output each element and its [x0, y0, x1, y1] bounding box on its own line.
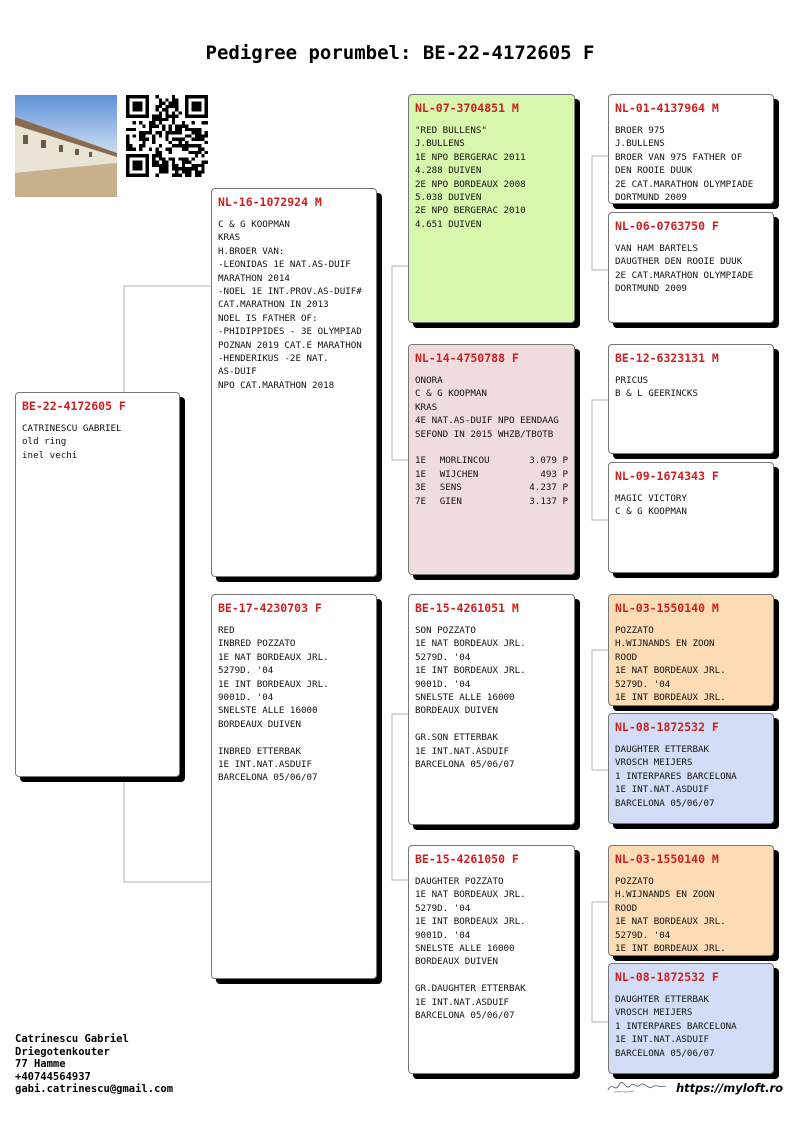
text-line: AS-DUIF — [218, 366, 257, 378]
ring-number: NL-06-0763750 F — [615, 219, 719, 233]
text-line: 9001D. '04 — [415, 678, 471, 690]
text-line: DAUGHTER POZZATO — [415, 876, 504, 887]
text-line: H.WIJNANDS EN ZOON — [615, 889, 715, 901]
text-line — [415, 718, 568, 731]
text-line: inel vechi — [22, 449, 78, 461]
text-line: CATRINESCU GABRIEL — [22, 423, 122, 434]
text-line: DAUGHTER ETTERBAK — [615, 994, 710, 1005]
text-line — [415, 441, 568, 454]
text-line: DAUGTHER DEN ROOIE DUUK — [615, 256, 743, 268]
text-line: 5279D. '04 — [415, 651, 471, 663]
text-line: KRAS — [415, 401, 438, 413]
ring-number: BE-15-4261051 M — [415, 601, 519, 615]
text-line: BARCELONA 05/06/07 — [615, 1047, 715, 1059]
text-line: VAN HAM BARTELS — [615, 243, 698, 254]
text-line: DORTMUND 2009 — [615, 192, 687, 204]
pedigree-card-sds[interactable] — [608, 344, 774, 454]
text-line: 1E INT.NAT.ASDUIF — [415, 996, 510, 1008]
ring-number: NL-03-1550140 M — [615, 601, 719, 615]
text-line: PRICUS — [615, 375, 649, 386]
text-line: MAGIC VICTORY — [615, 493, 687, 504]
card-details — [415, 624, 568, 771]
text-line: 1E INT.NAT.ASDUIF — [415, 745, 510, 757]
text-line: -PHIDIPPIDES - 3E OLYMPIAD — [218, 326, 362, 338]
card-details — [615, 242, 767, 296]
text-line: POZZATO — [615, 625, 654, 636]
text-line: SNELSTE ALLE 16000 — [218, 705, 318, 717]
text-line: CAT.MARATHON IN 2013 — [218, 299, 329, 311]
text-line: B & L GEERINCKS — [615, 388, 698, 400]
text-line: "RED BULLENS" — [415, 125, 487, 136]
text-line: 1 INTERPARES BARCELONA — [615, 770, 737, 782]
text-line: 1E NAT BORDEAUX JRL. — [218, 651, 329, 663]
text-line: C & G KOOPMAN — [218, 219, 290, 230]
card-details — [22, 422, 173, 462]
text-line: POZNAN 2019 CAT.E MARATHON — [218, 339, 362, 351]
race-result-row — [415, 481, 568, 494]
text-line: ROOD — [615, 651, 638, 663]
text-line: 1E INT BORDEAUX JRL. — [615, 943, 726, 955]
page-title: Pedigree porumbel: BE-22-4172605 F — [205, 42, 595, 64]
text-line: BARCELONA 05/06/07 — [415, 759, 515, 771]
text-line: -LEONIDAS 1E NAT.AS-DUIF — [218, 259, 351, 271]
text-line — [218, 731, 370, 744]
ring-number: BE-17-4230703 F — [218, 601, 322, 615]
text-line: MARATHON 2014 — [218, 272, 290, 284]
text-line: 1E INT.NAT.ASDUIF — [615, 1034, 710, 1046]
card-details — [218, 218, 370, 392]
text-line: BROER 975 — [615, 125, 665, 136]
card-details — [615, 743, 767, 810]
text-line: 1E NAT BORDEAUX JRL. — [415, 889, 526, 901]
result-race: MORLINCOU — [439, 455, 490, 467]
ring-number: NL-03-1550140 M — [615, 852, 719, 866]
race-results-table — [415, 454, 568, 508]
text-line: BARCELONA 05/06/07 — [415, 1010, 515, 1022]
card-details — [615, 624, 767, 704]
ring-number: BE-12-6323131 M — [615, 351, 719, 365]
text-line — [415, 969, 568, 982]
text-line: BARCELONA 05/06/07 — [615, 797, 715, 809]
ring-number: NL-01-4137964 M — [615, 101, 719, 115]
ring-number: BE-22-4172605 F — [22, 399, 126, 413]
text-line: NOEL IS FATHER OF: — [218, 312, 318, 324]
text-line: BORDEAUX DUIVEN — [415, 705, 498, 717]
text-line: 2E CAT.MARATHON OLYMPIADE — [615, 178, 754, 190]
card-details — [415, 124, 568, 231]
result-race: WIJCHEN — [439, 468, 479, 480]
text-line: VROSCH MEIJERS — [615, 1007, 693, 1019]
card-details — [615, 875, 767, 955]
text-line: 1E INT BORDEAUX JRL. — [415, 665, 526, 677]
card-details — [615, 374, 767, 401]
text-line: 5279D. '04 — [218, 665, 274, 677]
ring-number: BE-15-4261050 F — [415, 852, 519, 866]
text-line: 1E NPO BERGERAC 2011 — [415, 151, 526, 163]
pedigree-card-dam-sire[interactable] — [408, 594, 575, 825]
ring-number: NL-07-3704851 M — [415, 101, 519, 115]
text-line: DAUGHTER ETTERBAK — [615, 744, 710, 755]
pedigree-card-sire-dam[interactable] — [408, 344, 575, 575]
text-line: C & G KOOPMAN — [415, 388, 487, 400]
text-line: GR.SON ETTERBAK — [415, 732, 498, 744]
text-line: 5279D. '04 — [615, 929, 671, 941]
text-line: KRAS — [218, 232, 241, 244]
text-line: NPO CAT.MARATHON 2018 — [218, 379, 335, 391]
text-line: 1E NAT BORDEAUX JRL. — [615, 665, 726, 677]
website-link[interactable]: https://myloft.ro — [676, 1081, 784, 1095]
card-details — [218, 624, 370, 785]
text-line: 1E NAT BORDEAUX JRL. — [415, 638, 526, 650]
text-line: 1E INT BORDEAUX JRL. — [615, 692, 726, 704]
text-line: old ring — [22, 436, 67, 448]
text-line: ROOD — [615, 902, 638, 914]
text-line: INBRED POZZATO — [218, 638, 296, 650]
text-line: RED — [218, 625, 235, 636]
race-result-row — [415, 454, 568, 467]
text-line: 1E INT.NAT.ASDUIF — [615, 784, 710, 796]
text-line: BORDEAUX DUIVEN — [415, 956, 498, 968]
text-line: 77 Hamme — [15, 1058, 66, 1070]
result-position: 1E — [415, 455, 427, 467]
text-line: J.BULLENS — [615, 138, 665, 150]
card-details — [615, 124, 767, 204]
pedigree-card-dds[interactable] — [608, 845, 774, 956]
text-line: SNELSTE ALLE 16000 — [415, 943, 515, 955]
owner-contact — [15, 1033, 173, 1096]
result-race: GIEN — [439, 495, 462, 507]
pedigree-card-sire[interactable] — [211, 188, 377, 577]
ring-number: NL-09-1674343 F — [615, 469, 719, 483]
text-line: 1E INT.NAT.ASDUIF — [218, 759, 313, 771]
text-line: 5.038 DUIVEN — [415, 192, 482, 204]
text-line: Driegotenkouter — [15, 1045, 110, 1058]
text-line: 4E NAT.AS-DUIF NPO EENDAAG — [415, 415, 559, 427]
pedigree-card-dam[interactable] — [211, 594, 377, 979]
result-position: 1E — [415, 468, 427, 480]
card-details — [615, 993, 767, 1060]
result-pigeons: 3.137 P — [529, 495, 568, 507]
text-line: BROER VAN 975 FATHER OF — [615, 151, 743, 163]
text-line: SNELSTE ALLE 16000 — [415, 692, 515, 704]
race-result-row — [415, 468, 568, 481]
text-line: 1E INT BORDEAUX JRL. — [415, 916, 526, 928]
result-pigeons: 3.079 P — [529, 455, 568, 467]
text-line: -HENDERIKUS -2E NAT. — [218, 353, 329, 365]
result-pigeons: 493 P — [540, 468, 568, 480]
text-line: Catrinescu Gabriel — [15, 1033, 129, 1045]
result-position: 7E — [415, 495, 427, 507]
pedigree-card-dam-dam[interactable] — [408, 845, 575, 1074]
pedigree-card-subject[interactable] — [15, 392, 180, 777]
card-details — [415, 374, 568, 454]
text-line: VROSCH MEIJERS — [615, 757, 693, 769]
result-pigeons: 4.237 P — [529, 482, 568, 494]
pedigree-card-sss[interactable] — [608, 94, 774, 204]
text-line: BORDEAUX DUIVEN — [218, 718, 301, 730]
text-line: 9001D. '04 — [218, 692, 274, 704]
text-line: 2E NPO BERGERAC 2010 — [415, 205, 526, 217]
ring-number: NL-08-1872532 F — [615, 720, 719, 734]
text-line: INBRED ETTERBAK — [218, 745, 301, 757]
pedigree-card-ddd[interactable] — [608, 963, 774, 1074]
text-line: 5279D. '04 — [415, 902, 471, 914]
ring-number: NL-16-1072924 M — [218, 195, 322, 209]
text-line: J.BULLENS — [415, 138, 465, 150]
text-line: SEFOND IN 2015 WHZB/TBOTB — [415, 428, 554, 440]
pedigree-card-dsd[interactable] — [608, 713, 774, 824]
pedigree-card-ssd[interactable] — [608, 212, 774, 323]
text-line: H.BROER VAN: — [218, 245, 285, 257]
text-line: H.WIJNANDS EN ZOON — [615, 638, 715, 650]
text-line: 1E NAT BORDEAUX JRL. — [615, 916, 726, 928]
ring-number: NL-08-1872532 F — [615, 970, 719, 984]
text-line: 5279D. '04 — [615, 678, 671, 690]
text-line: SON POZZATO — [415, 625, 476, 636]
text-line: 4.288 DUIVEN — [415, 165, 482, 177]
text-line: DEN ROOIE DUUK — [615, 165, 693, 177]
card-details — [615, 492, 767, 519]
signature-image — [606, 1079, 668, 1095]
text-line: POZZATO — [615, 876, 654, 887]
race-result-row — [415, 495, 568, 508]
pedigree-card-dss[interactable] — [608, 594, 774, 706]
text-line: 4.651 DUIVEN — [415, 218, 482, 230]
text-line: BARCELONA 05/06/07 — [218, 772, 318, 784]
ring-number: NL-14-4750788 F — [415, 351, 519, 365]
text-line: GR.DAUGHTER ETTERBAK — [415, 983, 526, 995]
text-line: 2E CAT.MARATHON OLYMPIADE — [615, 269, 754, 281]
pedigree-card-sdd[interactable] — [608, 462, 774, 573]
result-race: SENS — [439, 482, 462, 494]
text-line: 9001D. '04 — [415, 929, 471, 941]
text-line: C & G KOOPMAN — [615, 506, 687, 518]
pedigree-card-sire-sire[interactable] — [408, 94, 575, 323]
text-line: -NOEL 1E INT.PROV.AS-DUIF# — [218, 286, 362, 298]
card-details — [415, 875, 568, 1022]
text-line: 1 INTERPARES BARCELONA — [615, 1020, 737, 1032]
text-line: gabi.catrinescu@gmail.com — [15, 1083, 174, 1095]
result-position: 3E — [415, 482, 427, 494]
text-line: DORTMUND 2009 — [615, 283, 687, 295]
text-line: +40744564937 — [15, 1070, 91, 1083]
text-line: ONORA — [415, 375, 443, 386]
text-line: 2E NPO BORDEAUX 2008 — [415, 178, 526, 190]
text-line: 1E INT BORDEAUX JRL. — [218, 678, 329, 690]
